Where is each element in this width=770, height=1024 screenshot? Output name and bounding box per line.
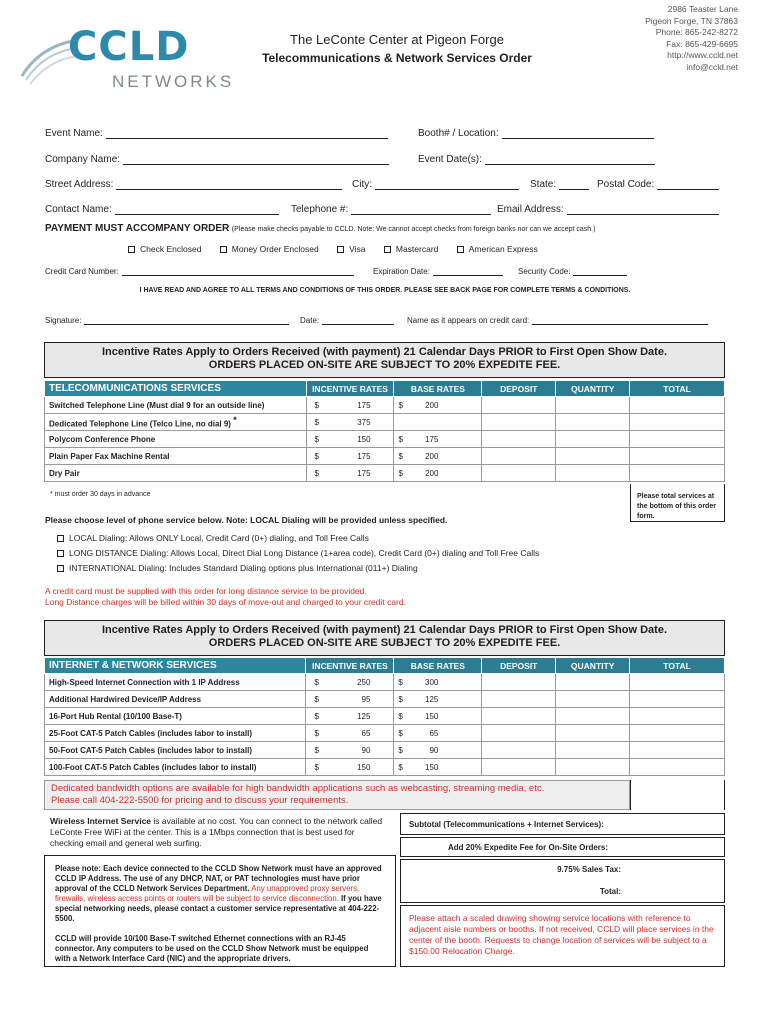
quantity-cell[interactable] [556, 414, 630, 431]
wireless-note: Wireless Internet Service is available at no cost. You can connect to the network called LeConte Free WiFi at the center. This is a 1Mbps connection that is best used for checking email and general web surfing. [50, 816, 383, 848]
total-cell[interactable] [630, 414, 725, 431]
telephone-field[interactable]: Telephone #: [291, 204, 491, 215]
deposit-cell[interactable] [482, 725, 556, 742]
table-row: Dedicated Telephone Line (Telco Line, no dial 9) * $ 375 [45, 414, 725, 431]
amex-checkbox[interactable]: American Express [457, 244, 538, 254]
table-row: Plain Paper Fax Machine Rental $ 175 $ 200 [45, 448, 725, 465]
expiration-field[interactable]: Expiration Date: [373, 267, 503, 276]
total-cell[interactable] [630, 674, 725, 691]
incentive-banner: Incentive Rates Apply to Orders Received (with payment) 21 Calendar Days PRIOR to First Open Show Date. ORDERS PLACED ON-SITE ARE SUBJECT TO 20% EXPEDITE FEE. [44, 342, 725, 378]
city-field[interactable]: City: [352, 179, 519, 190]
internet-table [44, 657, 725, 776]
subtotal-row[interactable]: Subtotal (Telecommunications + Internet Services): [400, 813, 725, 835]
booth-field[interactable]: Booth# / Location: [418, 128, 654, 139]
long-distance-warning: A credit card must be supplied with this order for long distance service to be provided. Long Distance charges will be billed within 30 days of move-out and charged to your credit card. [45, 586, 406, 607]
quantity-cell[interactable] [556, 431, 630, 448]
signature-field[interactable]: Signature: [45, 316, 289, 325]
expedite-fee-row[interactable]: Add 20% Expedite Fee for On-Site Orders: [400, 837, 725, 857]
payment-heading: PAYMENT MUST ACCOMPANY ORDER (Please make checks payable to CCLD. Note: We cannot accept checks from foreign banks nor can we accept cash.) [45, 223, 596, 234]
quantity-cell[interactable] [556, 759, 630, 776]
event-name-field[interactable]: Event Name: [45, 128, 388, 139]
form-title: Telecommunications & Network Services Order [262, 51, 532, 65]
deposit-cell[interactable] [482, 448, 556, 465]
deposit-cell[interactable] [482, 431, 556, 448]
deposit-cell[interactable] [482, 414, 556, 431]
state-field[interactable]: State: [530, 179, 589, 190]
quantity-cell[interactable] [556, 448, 630, 465]
card-number-field[interactable]: Credit Card Number: [45, 267, 354, 276]
telecom-footnote: * must order 30 days in advance [50, 491, 151, 498]
logo-main: CCLD [68, 24, 190, 70]
quantity-cell[interactable] [556, 691, 630, 708]
total-cell[interactable] [630, 448, 725, 465]
money-order-checkbox[interactable]: Money Order Enclosed [220, 244, 319, 254]
deposit-cell[interactable] [482, 397, 556, 414]
dialing-options [57, 531, 539, 576]
name-on-card-field[interactable]: Name as it appears on credit card: [407, 316, 708, 325]
sales-tax-row[interactable]: 9.75% Sales Tax: [557, 865, 621, 874]
check-enclosed-checkbox[interactable]: Check Enclosed [128, 244, 201, 254]
table-row: Dry Pair $ 175 $ 200 [45, 465, 725, 482]
table-row: Switched Telephone Line (Must dial 9 for an outside line) $ 175 $ 200 [45, 397, 725, 414]
quantity-cell[interactable] [556, 725, 630, 742]
total-cell[interactable] [630, 708, 725, 725]
deposit-cell[interactable] [482, 708, 556, 725]
logo-sub: NETWORKS [112, 72, 235, 91]
deposit-cell[interactable] [482, 759, 556, 776]
payment-options [128, 244, 538, 254]
visa-checkbox[interactable]: Visa [337, 244, 365, 254]
quantity-cell[interactable] [556, 708, 630, 725]
email-field[interactable]: Email Address: [497, 204, 719, 215]
contact-name-field[interactable]: Contact Name: [45, 204, 279, 215]
quantity-cell[interactable] [556, 465, 630, 482]
table-row: High-Speed Internet Connection with 1 IP Address $ 250 $ 300 [45, 674, 725, 691]
quantity-cell[interactable] [556, 742, 630, 759]
table-row: Polycom Conference Phone $ 150 $ 175 [45, 431, 725, 448]
table-row: 16-Port Hub Rental (10/100 Base-T) $ 125 $ 150 [45, 708, 725, 725]
table-row: Additional Hardwired Device/IP Address $ 95 $ 125 [45, 691, 725, 708]
dialing-intro: Please choose level of phone service below. Note: LOCAL Dialing will be provided unless specified. [45, 515, 448, 525]
company-name-field[interactable]: Company Name: [45, 154, 389, 165]
network-policy-note: Please note: Each device connected to the CCLD Show Network must have an approved CCLD IP Address. The use of any DHCP, NAT, or PAT technologies must have prior approval of the CCLD Network Services Department. Any unapproved proxy servers, firewalls, wireless access points or routers will be subject to service disconnection. If you have special networking needs, please contact a customer service representative at 404-222-5500. CCLD will provide 10/100 Base-T switched Ethernet connections with an RJ-45 connector. Any computers to be used on the CCLD Show Network must be equipped with a Network Interface Card (NIC) and the appropriate drivers. [44, 855, 396, 967]
total-row[interactable]: Total: [599, 887, 621, 896]
telecom-header-row: TELECOMMUNICATIONS SERVICES INCENTIVE RATES BASE RATES DEPOSIT QUANTITY TOTAL [45, 381, 725, 397]
table-row: 25-Foot CAT-5 Patch Cables (includes labor to install) $ 65 $ 65 [45, 725, 725, 742]
tax-total-box [400, 859, 725, 903]
deposit-cell[interactable] [482, 691, 556, 708]
local-dialing-checkbox[interactable]: LOCAL Dialing: Allows ONLY Local, Credit Card (0+) dialing, and Toll Free Calls [57, 531, 539, 546]
mastercard-checkbox[interactable]: Mastercard [384, 244, 439, 254]
incentive-banner-2: Incentive Rates Apply to Orders Received (with payment) 21 Calendar Days PRIOR to First Open Show Date. ORDERS PLACED ON-SITE ARE SUBJECT TO 20% EXPEDITE FEE. [44, 620, 725, 656]
totals-note: Please total services at the bottom of this order form. [637, 493, 716, 520]
deposit-cell[interactable] [482, 674, 556, 691]
total-cell[interactable] [630, 742, 725, 759]
postal-code-field[interactable]: Postal Code: [597, 179, 719, 190]
total-cell[interactable] [630, 431, 725, 448]
total-cell[interactable] [630, 465, 725, 482]
security-code-field[interactable]: Security Code: [518, 267, 627, 276]
date-field[interactable]: Date: [300, 316, 394, 325]
table-row: 100-Foot CAT-5 Patch Cables (includes labor to install) $ 150 $ 150 [45, 759, 725, 776]
drawing-note: Please attach a scaled drawing showing service locations with reference to adjacent aisle numbers or booths. If not received, CCLD will place services in the center of the booth. Requests to change location of services will be subject to a $150.00 Relocation Charge. [400, 905, 725, 967]
venue-title: The LeConte Center at Pigeon Forge [290, 32, 504, 47]
total-cell[interactable] [630, 759, 725, 776]
internet-header-row: INTERNET & NETWORK SERVICES INCENTIVE RATES BASE RATES DEPOSIT QUANTITY TOTAL [45, 658, 725, 674]
total-cell[interactable] [630, 725, 725, 742]
table-row: 50-Foot CAT-5 Patch Cables (includes labor to install) $ 90 $ 90 [45, 742, 725, 759]
quantity-cell[interactable] [556, 674, 630, 691]
total-cell[interactable] [630, 397, 725, 414]
street-address-field[interactable]: Street Address: [45, 179, 342, 190]
quantity-cell[interactable] [556, 397, 630, 414]
logo [20, 24, 240, 98]
deposit-cell[interactable] [482, 465, 556, 482]
company-address: 2986 Teaster Lane Pigeon Forge, TN 37863 Phone: 865-242-8272 Fax: 865-429-6695 http://www.ccld.net info@ccld.net [645, 4, 738, 72]
telecom-table [44, 380, 725, 482]
deposit-cell[interactable] [482, 742, 556, 759]
international-checkbox[interactable]: INTERNATIONAL Dialing: Includes Standard Dialing options plus International (011+) Dialing [57, 561, 539, 576]
agreement-text: I HAVE READ AND AGREE TO ALL TERMS AND CONDITIONS OF THIS ORDER. PLEASE SEE BACK PAGE FOR COMPLETE TERMS & CONDITIONS. [139, 287, 631, 294]
event-dates-field[interactable]: Event Date(s): [418, 154, 655, 165]
dedicated-bandwidth-note: Dedicated bandwidth options are available for high bandwidth applications such as webcasting, streaming media, etc. Please call 404-222-5500 for pricing and to discuss your requirements. [44, 780, 630, 810]
total-cell[interactable] [630, 691, 725, 708]
long-distance-checkbox[interactable]: LONG DISTANCE Dialing: Allows Local, Direct Dial Long Distance (1+area code), Credit Card (0+) dialing and Toll Free Calls [57, 546, 539, 561]
